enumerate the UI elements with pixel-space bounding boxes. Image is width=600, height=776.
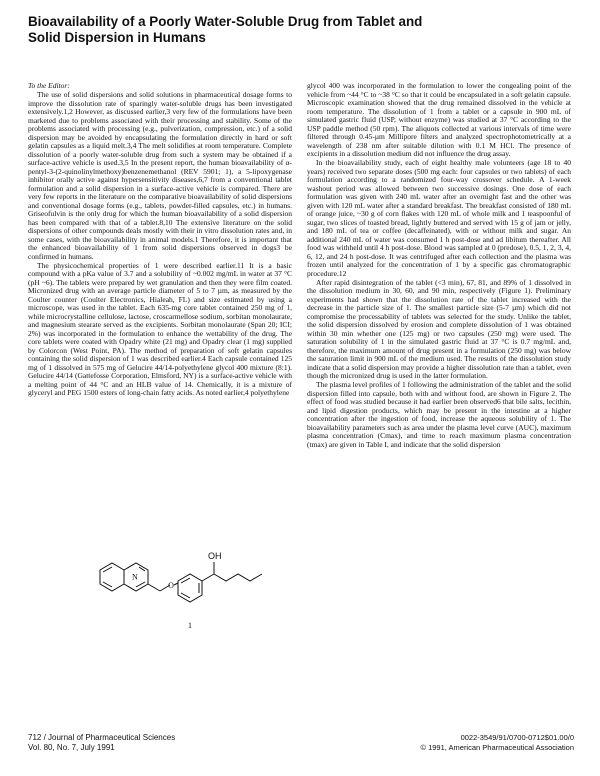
journal-citation: 712 / Journal of Pharmaceutical Sciences [28, 733, 176, 742]
title-line-2: Solid Dispersion in Humans [28, 30, 206, 45]
body-paragraph: The physicochemical properties of 1 were described earlier.11 It is a basic compound with a pKa value of 3.7 and a solubility of ~0.002 mg/mL in water at 37 °C (pH ~6). The tablets were prepared by wet granulation and then they were film coated. Micronized drug with an average particle diameter of 5 to 7 µm, as measured by the Coulter counter (Coulter Electronics, Hialeah, FL) and size estimated by using a microscope, was used in the tablet. Each 635-mg core tablet contained 250 mg of 1, while microcrystalline cellulose, lactose, croscarmellose sodium, sorbitan monolaurate, and magnesium stearate served as the excipients. Sorbitan monolaurate (Span 20; ICI; 2%) was incorporated in the formulation to enhance the wettability of the drug. The core tablets were coated with Opadry white (21 mg) and Opadry clear (1 mg) supplied by Colorcon (West Point, PA). The method of preparation of soft gelatin capsules containing the solid dispersion of 1 was described earlier.4 Each capsule contained 125 mg of 1 dissolved in 575 mg of Gelucire 44/14-polyethylene glycol 400 mixture (8:1). Gelucire 44/14 (Gattefosse Corporation, Elmsford, NY) is a surface-active vehicle with a melting point of 44 °C and an HLB value of 14. Chemically, it is a mixture of glyceryl and PEG 1500 esters of long-chain fatty acids. As noted earlier,4 polyethylene [28, 260, 292, 397]
article-title [28, 14, 458, 46]
salutation: To the Editor: [28, 81, 70, 90]
copyright-footer [374, 733, 574, 752]
journal-footer [28, 733, 288, 752]
left-column [28, 82, 292, 398]
title-line-1: Bioavailability of a Poorly Water-Soluble Drug from Tablet and [28, 14, 423, 29]
pentyl-chain [214, 574, 262, 581]
methylene-bond [148, 584, 160, 591]
body-paragraph: The plasma level profiles of 1 following the administration of the tablet and the solid dispersion filled into capsule, both with and without food, are shown in Figure 2. The effect of food was studied because it had earlier been observed6 that bile salts, lecithin, and lipid digestion products, which may be present in the intestine at a higher concentration after the ingestion of food, increase the aqueous solubility of 1. The bioavailability parameters such as area under the plasma level curve (AUC), maximum plasma concentration (Cmax), and time to reach maximum plasma concentration (tmax) are given in Table I, and indicate that the solid dispersion [307, 380, 571, 449]
body-paragraph: The use of solid dispersions and solid solutions in pharmaceutical dosage forms to improve the dissolution rate of sparingly water-soluble drugs has been investigated extensively.1,2 However, as discussed earlier,3 very few of the formulations have been marketed due to problems associated with their processing and stability. Some of the problems associated with processing (e.g., pulverization, compression, etc.) of a solid dispersion may be avoided by encapsulating the formulation directly in hard or soft gelatin capsules as a liquid melt.3,4 The melt solidifies at room temperature. Complete dissolution of a poorly water-soluble drug from such a system may be obtained if a surface-active vehicle is used.3,5 In the present report, the human bioavailability of α-pentyl-3-(2-quinolinylmethoxy)benzenemethanol (REV 5901; 1), a 5-lipoxygenase inhibitor orally active against hypersensitivity diseases,6,7 from a conventional tablet formulation and a solid dispersion in a surface-active vehicle is compared. There are very few reports in the literature on the comparative bioavailability of solid dispersions and conventional dosage forms (e.g., tablets, powder-filled capsules, etc.) in humans. Griseofulvin is the only drug for which the human bioavailability of a solid dispersion has been compared with that of a tablet.8,10 The extensive literature on the solid dispersions of other compounds deals mostly with their in vitro dissolution rates and, in some cases, with the bioavailability in animal models.1 Therefore, it is important that the enhanced bioavailability of 1 from solid dispersions observed in dogs3 be confirmed in humans. [28, 90, 292, 261]
right-column [307, 82, 571, 449]
ring-nitrogen-label: N [132, 572, 138, 582]
journal-volume: Vol. 80, No. 7, July 1991 [28, 742, 115, 752]
body-paragraph: glycol 400 was incorporated in the formulation to lower the congealing point of the vehicle from ~44 °C to ~38 °C so that it could be encapsulated in a soft gelatin capsule. Microscopic examination showed that the drug remained dissolved in the vehicle at room temperature. The dissolution of 1 from a tablet or a capsule in 900 mL of simulated gastric fluid (USP, without enzyme) was studied at 37 °C according to the USP paddle method (50 rpm). The aliquots collected at various intervals of time were filtered through 0.45-µm Millipore filters and analyzed spectrophotometrically at a wavelength of 238 nm after suitable dilution with 0.1 M HCl. The presence of excipients in a dissolution medium did not influence the drug assay. [307, 81, 571, 158]
body-paragraph: After rapid disintegration of the tablet (<3 min), 67, 81, and 89% of 1 dissolved in the dissolution medium in 30, 60, and 90 min, respectively (Figure 1). Preliminary experiments had shown that the dissolution rate of the tablet increased with the decrease in the particle size of 1. The smallest particle size (5-7 µm) which did not compromise the processability of tablets was selected for the study. Unlike the tablet, the solid dispersion dissolved by erosion and complete dissolution of 1 was obtained within 30 min whether one (125 mg) or two capsules (250 mg) were used. The saturation solubility of 1 in the simulated gastric fluid at 37 °C is 0.7 mg/mL and, therefore, the maximum amount of drug present in a formulation (250 mg) was below the saturation limit in 900 mL of the medium used. The results of the dissolution study indicate that a solid dispersion may provide a higher dissolution rate than a tablet, even though the micronized drug is used in the latter formulation. [307, 277, 571, 380]
hydroxyl-label: OH [208, 551, 222, 561]
article-code: 0022-3549/91/0700-0712$01.00/0 [460, 733, 574, 742]
carbinol-bond [202, 574, 214, 581]
compound-number: 1 [188, 621, 192, 630]
copyright-notice: © 1991, American Pharmaceutical Association [420, 742, 574, 752]
ether-oxygen-label: O [168, 581, 174, 590]
body-paragraph: In the bioavailability study, each of eight healthy male volunteers (age 18 to 40 years) received two separate doses (500 mg each: four capsules or two tablets) of each formulation according to a randomized four-way crossover schedule. A 1-week washout period was allowed between two successive dosings. One dose of each formulation was given with 240 mL water after an overnight fast and the other was given with 120 mL water after a standard breakfast. The breakfast consisted of 180 mL of orange juice, ~30 g of corn flakes with 120 mL of whole milk and 1 teaspoonful of sugar, two slices of toasted bread, lightly buttered and served with 15 g of jam or jelly, and 180 mL of tea or coffee (decaffeinated), with or without milk and sugar. An additional 240 mL of water was consumed 1 h post-dose and ad libitum thereafter. All food was withheld until 4 h post-dose. Blood was sampled at 0 (predose), 0.5, 1, 2, 3, 4, 6, 12, and 24 h post-dose. It was centrifuged after each collection and the plasma was frozen until analyzed for the concentration of 1 by a specific gas chromatographic procedure.12 [307, 158, 571, 278]
chemical-structure [92, 548, 264, 632]
